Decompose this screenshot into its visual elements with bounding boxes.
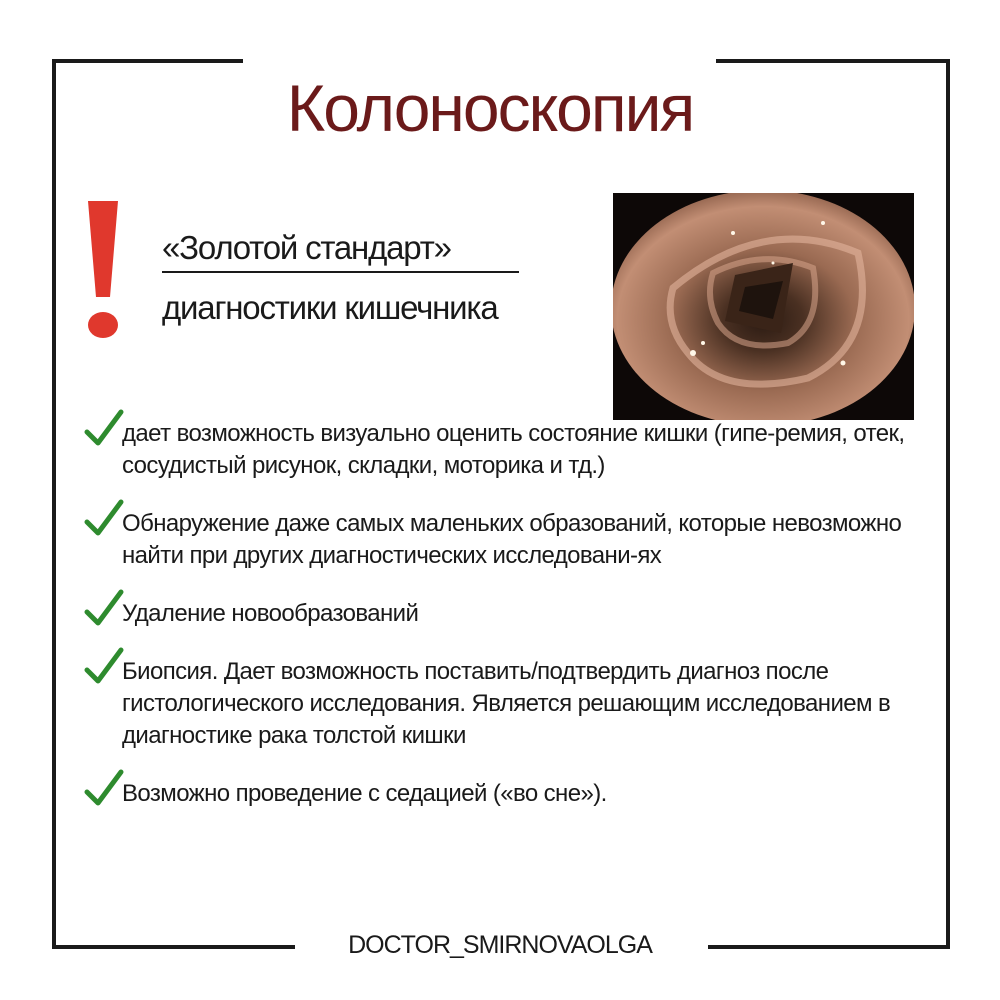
list-item bbox=[84, 598, 934, 630]
checkmark-icon bbox=[84, 768, 124, 808]
benefits-list bbox=[84, 418, 934, 836]
subtitle-line2: диагностики кишечника bbox=[162, 289, 498, 326]
exclamation-mark-icon bbox=[80, 195, 126, 345]
colonoscopy-image bbox=[613, 193, 914, 420]
list-item-text: Биопсия. Дает возможность поставить/подтвердить диагноз после гистологического исследования. Является решающим исследованием в диагностике рака толстой кишки bbox=[122, 658, 891, 749]
frame-bottom-left bbox=[52, 945, 295, 949]
list-item bbox=[84, 778, 934, 810]
frame-top-left bbox=[52, 59, 243, 63]
frame-left bbox=[52, 59, 56, 949]
list-item-text: Удаление новообразований bbox=[122, 600, 419, 627]
frame-right bbox=[946, 59, 950, 949]
footer-handle: DOCTOR_SMIRNOVAOLGA bbox=[348, 931, 652, 959]
page-title: Колоноскопия bbox=[286, 71, 694, 145]
checkmark-icon bbox=[84, 588, 124, 628]
subtitle-line1: «Золотой стандарт» bbox=[162, 229, 451, 266]
list-item-text: дает возможность визуально оценить состояние кишки (гипе-ремия, отек, сосудистый рисунок, складки, моторика и тд.) bbox=[122, 420, 905, 479]
subtitle-underline bbox=[162, 271, 519, 273]
checkmark-icon bbox=[84, 408, 124, 448]
list-item-text: Возможно проведение с седацией («во сне»). bbox=[122, 780, 607, 807]
list-item bbox=[84, 418, 934, 482]
frame-bottom-right bbox=[708, 945, 950, 949]
checkmark-icon bbox=[84, 646, 124, 686]
list-item bbox=[84, 508, 934, 572]
frame-top-right bbox=[716, 59, 950, 63]
list-item-text: Обнаружение даже самых маленьких образований, которые невозможно найти при других диагностических исследовани-ях bbox=[122, 510, 902, 569]
list-item bbox=[84, 656, 934, 752]
checkmark-icon bbox=[84, 498, 124, 538]
